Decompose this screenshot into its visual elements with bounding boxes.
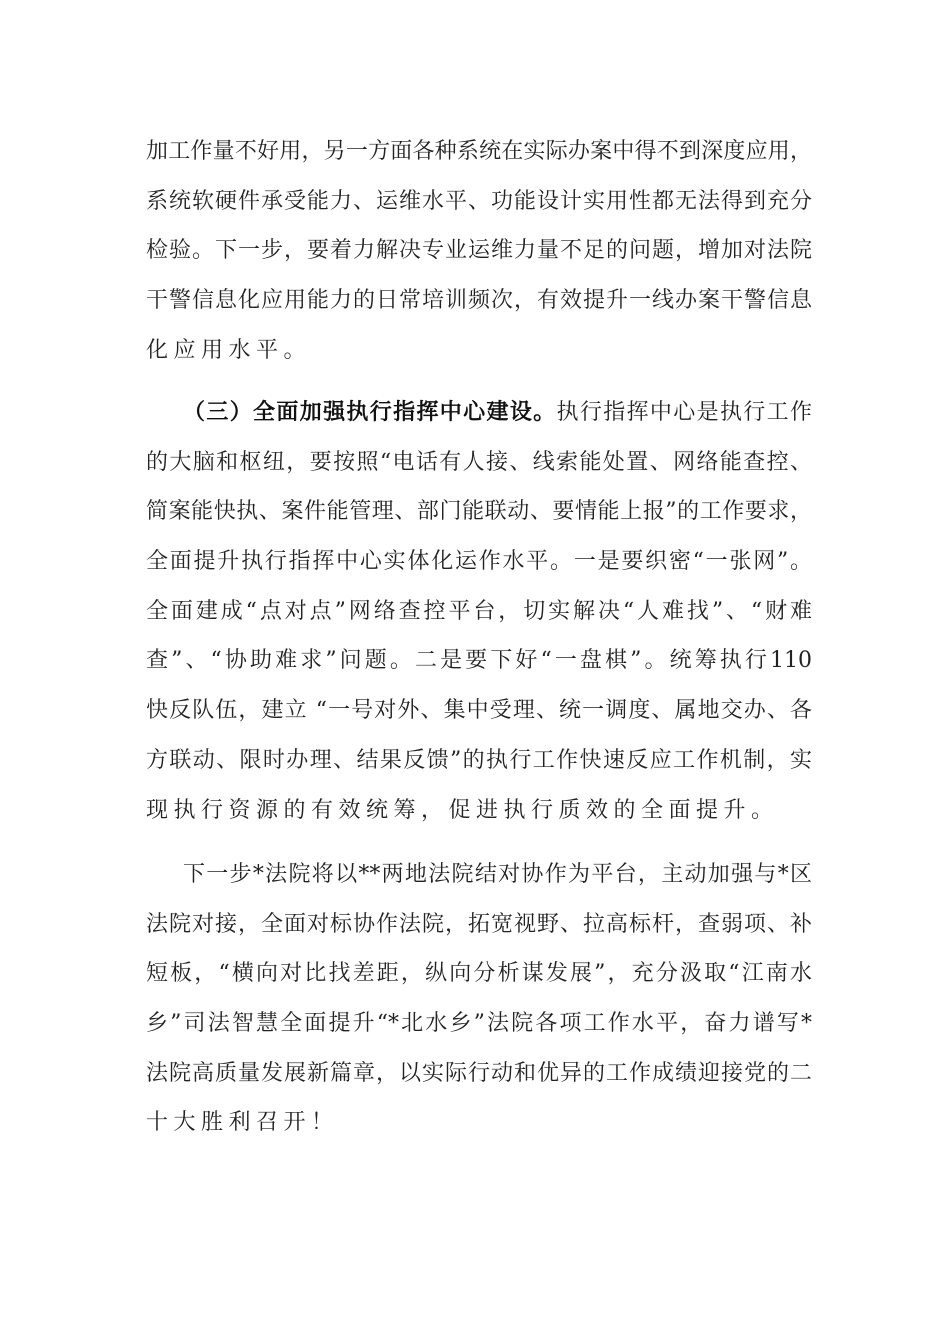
text-line: 法院高质量发展新篇章，以实际行动和优异的工作成绩迎接党的二 [146,1060,812,1086]
paragraph-informatization [146,127,812,375]
text-line: 简案能快执、案件能管理、部门能联动、要情能上报”的工作要求， [146,499,812,525]
paragraph-next-steps [146,850,812,1148]
text-line: 现执行资源的有效统筹，促进执行质效的全面提升。 [146,797,779,823]
paragraph-execution-command-center [146,388,812,835]
text-line: 化应用水平。 [146,337,312,363]
text-line: 法院对接，全面对标协作法院，拓宽视野、拉高标杆，查弱项、补 [146,911,812,937]
text-line: 下一步*法院将以**两地法院结对协作为平台，主动加强与*区 [183,862,812,887]
text-line: 快反队伍，建立 “一号对外、集中受理、统一调度、属地交办、各 [146,698,812,724]
text-line: 检验。下一步，要着力解决专业运维力量不足的问题，增加对法院 [146,238,812,264]
text-line: 乡”司法智慧全面提升“*北水乡”法院各项工作水平，奋力谱写* [146,1011,812,1037]
text-line: 十大胜利召开！ [146,1110,339,1136]
text-line: 全面建成“点对点”网络查控平台，切实解决“人难找”、“财难 [146,598,812,624]
text-line: 加工作量不好用，另一方面各种系统在实际办案中得不到深度应用， [146,139,812,164]
section-heading: （三）全面加强执行指挥中心建设。 [183,399,557,425]
text-line: 方联动、限时办理、结果反馈”的执行工作快速反应工作机制，实 [146,747,812,773]
text-line [146,388,812,438]
text-line: 系统软硬件承受能力、运维水平、功能设计实用性都无法得到充分 [146,188,812,214]
text-line: 短板，“横向对比找差距，纵向分析谋发展”，充分汲取“江南水 [146,961,812,987]
text-line: 查”、“协助难求”问题。二是要下好“一盘棋”。统筹执行110 [146,648,812,674]
text-line: 全面提升执行指挥中心实体化运作水平。一是要织密“一张网”。 [146,549,812,575]
text-line: 干警信息化应用能力的日常培训频次，有效提升一线办案干警信息 [146,288,812,314]
text-segment: 执行指挥中心是执行工作 [556,400,812,425]
text-line: 的大脑和枢纽，要按照“电话有人接、线索能处置、网络能查控、 [146,449,812,475]
